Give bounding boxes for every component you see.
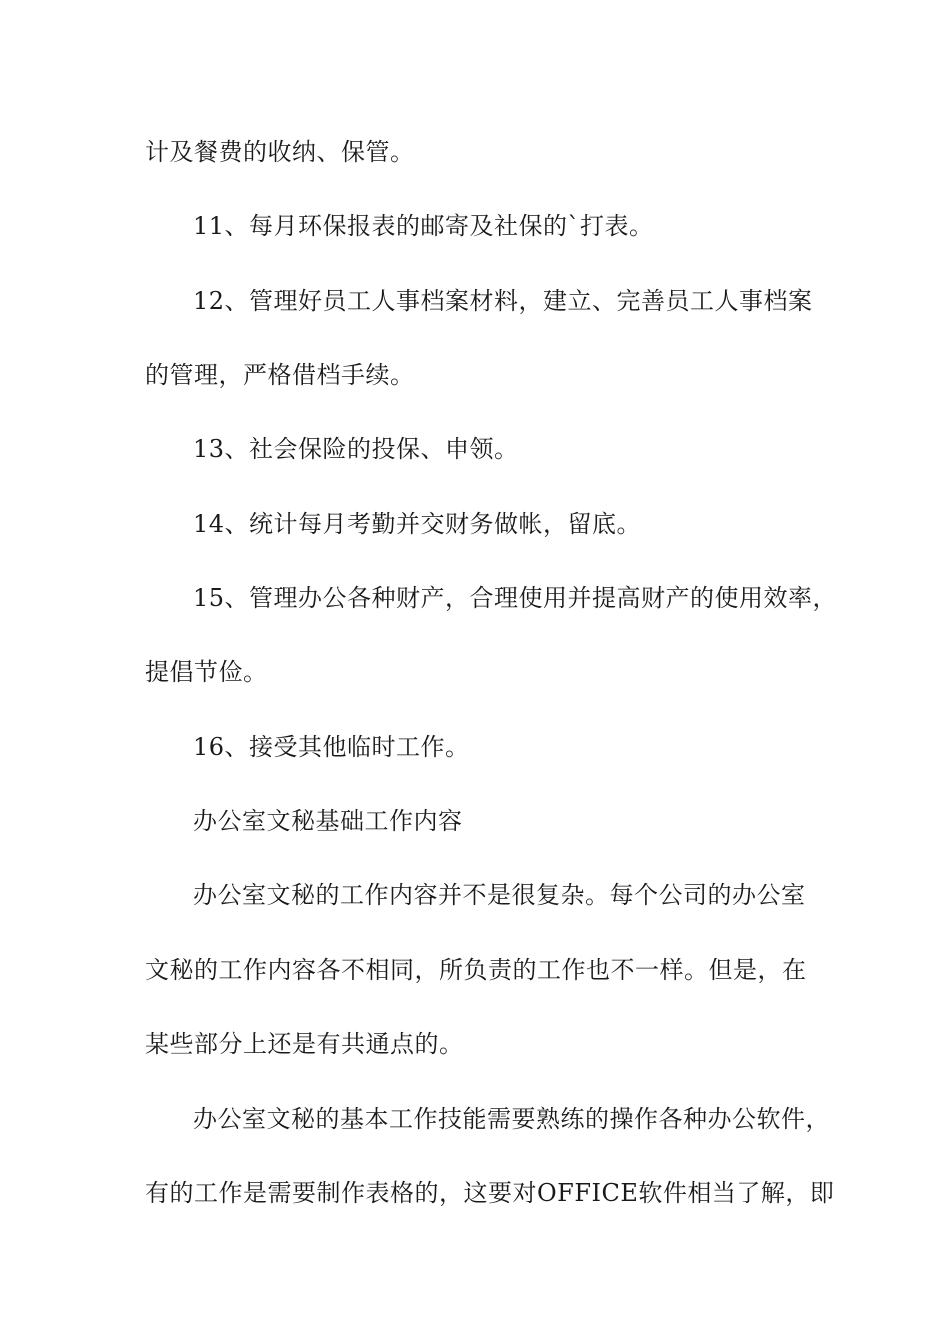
section-heading: 办公室文秘基础工作内容 (193, 807, 463, 835)
text-line-4: 的管理，严格借档手续。 (145, 361, 415, 389)
text-line-8: 提倡节俭。 (145, 658, 268, 686)
text-line-5: 13、社会保险的投保、申领。 (193, 435, 519, 463)
text-line-1: 计及餐费的收纳、保管。 (145, 138, 415, 166)
text-line-9: 16、接受其他临时工作。 (193, 733, 470, 761)
text-line-6: 14、统计每月考勤并交财务做帐，留底。 (193, 510, 642, 538)
text-line-14: 办公室文秘的基本工作技能需要熟练的操作各种办公软件， (193, 1105, 830, 1133)
text-line-11: 办公室文秘的工作内容并不是很复杂。每个公司的办公室 (193, 881, 806, 909)
text-line-7: 15、管理办公各种财产，合理使用并提高财产的使用效率， (193, 584, 838, 612)
text-line-2: 11、每月环保报表的邮寄及社保的`打表。 (193, 212, 654, 240)
text-line-13: 某些部分上还是有共通点的。 (145, 1030, 464, 1058)
text-line-15: 有的工作是需要制作表格的，这要对OFFICE软件相当了解，即 (145, 1179, 835, 1207)
text-line-3: 12、管理好员工人事档案材料，建立、完善员工人事档案 (193, 287, 813, 315)
text-line-12: 文秘的工作内容各不相同，所负责的工作也不一样。但是，在 (145, 956, 807, 984)
